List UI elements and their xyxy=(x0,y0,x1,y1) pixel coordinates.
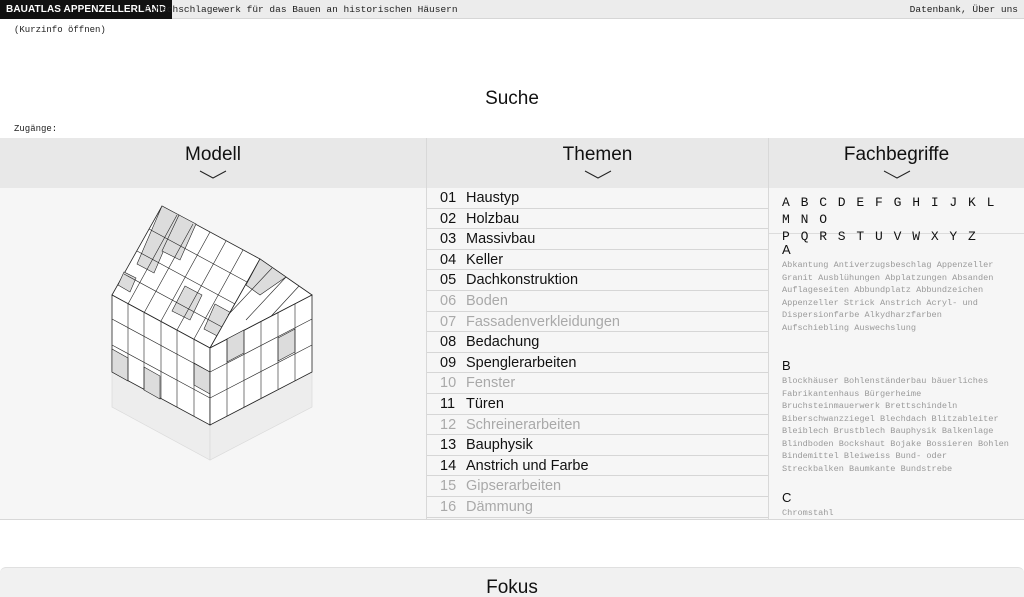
theme-number: 13 xyxy=(440,437,457,454)
theme-item[interactable] xyxy=(427,415,768,436)
theme-label: Dachkonstruktion xyxy=(466,272,579,289)
alphabet-row[interactable]: A B C D E F G H I J K L M N O xyxy=(782,195,996,227)
theme-item[interactable] xyxy=(427,435,768,456)
alphabet-index[interactable] xyxy=(769,188,1024,244)
theme-item[interactable] xyxy=(427,394,768,415)
theme-label: Haustyp xyxy=(466,190,520,206)
theme-number: 16 xyxy=(440,498,457,515)
tab-themen[interactable] xyxy=(427,138,768,188)
theme-item[interactable] xyxy=(427,476,768,497)
theme-number: 07 xyxy=(440,313,457,330)
tab-fachbegriffe-label: Fachbegriffe xyxy=(843,144,950,165)
alphabet-row[interactable]: P Q R S T U V W X Y Z xyxy=(782,229,977,244)
tab-fachbegriffe[interactable] xyxy=(769,138,1024,188)
theme-item[interactable] xyxy=(427,353,768,374)
glossary-section-b xyxy=(769,350,1024,482)
theme-number: 02 xyxy=(440,210,457,227)
fokus-title: Fokus xyxy=(486,577,538,597)
chevron-down-icon xyxy=(199,170,227,179)
theme-label: Bauphysik xyxy=(466,437,533,454)
theme-number: 08 xyxy=(440,334,457,351)
theme-label: Anstrich und Farbe xyxy=(466,457,589,474)
theme-number: 11 xyxy=(440,395,456,412)
column-headers xyxy=(0,138,1024,188)
site-logo[interactable]: BAUATLAS APPENZELLERLAND xyxy=(0,0,172,19)
site-tagline: E-Nachschlagewerk für das Bauen an historischen Häusern xyxy=(144,4,458,15)
tab-themen-label: Themen xyxy=(562,144,633,165)
glossary-panel xyxy=(769,188,1024,518)
theme-number: 09 xyxy=(440,354,457,371)
theme-item[interactable] xyxy=(427,497,768,518)
top-nav-links[interactable]: Datenbank, Über uns xyxy=(909,4,1018,15)
theme-item[interactable] xyxy=(427,456,768,477)
theme-number: 05 xyxy=(440,272,457,289)
theme-label: Gipserarbeiten xyxy=(466,478,562,495)
theme-item[interactable] xyxy=(427,291,768,312)
glossary-letter: B xyxy=(782,358,791,373)
theme-label: Türen xyxy=(466,395,504,412)
fokus-section xyxy=(0,567,1024,597)
tab-modell-label: Modell xyxy=(185,144,241,165)
theme-number: 01 xyxy=(440,190,457,206)
theme-label: Dämmung xyxy=(466,498,533,515)
zugaenge-label: Zugänge: xyxy=(14,124,58,134)
theme-label: Holzbau xyxy=(466,210,520,227)
theme-number: 06 xyxy=(440,292,457,309)
theme-label: Spenglerarbeiten xyxy=(466,354,577,371)
theme-label: Schreinerarbeiten xyxy=(466,416,581,433)
theme-label: Boden xyxy=(466,292,508,309)
theme-item[interactable] xyxy=(427,188,768,209)
chevron-down-icon xyxy=(584,170,612,179)
theme-item[interactable] xyxy=(427,229,768,250)
top-bar xyxy=(0,0,1024,19)
theme-item[interactable] xyxy=(427,270,768,291)
glossary-terms[interactable]: Abkantung Antiverzugsbeschlag Appenzeller Granit Ausblühungen Abplatzungen Absanden Auflageseiten Abbundplatz Abbundzeichen Appenzeller Strick Anstrich Acryl- und Dispersionfarbe Alkydharzfarben Aufschiebling Auswechslung xyxy=(782,260,994,333)
theme-number: 15 xyxy=(440,478,457,495)
chevron-down-icon xyxy=(883,170,911,179)
theme-item[interactable] xyxy=(427,373,768,394)
kurzinfo-toggle[interactable]: (Kurzinfo öffnen) xyxy=(14,25,106,35)
theme-item[interactable] xyxy=(427,332,768,353)
theme-number: 10 xyxy=(440,375,457,392)
theme-item[interactable] xyxy=(427,209,768,230)
themes-list xyxy=(427,188,768,518)
glossary-terms[interactable]: Chromstahl xyxy=(782,508,834,518)
theme-label: Fenster xyxy=(466,375,516,392)
theme-number: 12 xyxy=(440,416,457,433)
glossary-letter: C xyxy=(782,490,792,505)
house-model-graphic[interactable] xyxy=(100,200,320,470)
theme-number: 14 xyxy=(440,457,457,474)
theme-number: 04 xyxy=(440,251,457,268)
theme-label: Massivbau xyxy=(466,231,536,248)
theme-number: 03 xyxy=(440,231,457,248)
page-title: Suche xyxy=(485,88,539,109)
glossary-section-c xyxy=(769,482,1024,518)
theme-label: Keller xyxy=(466,251,504,268)
tab-modell[interactable] xyxy=(0,138,426,188)
glossary-letter: A xyxy=(782,242,791,257)
theme-label: Fassadenverkleidungen xyxy=(466,313,620,330)
glossary-terms[interactable]: Blockhäuser Bohlenständerbau bäuerliches Fabrikantenhaus Bürgerheime Bruchsteinmauerwerk Brettschindeln Biberschwanzziegel Blechdach Blitzableiter Bleiblech Brustblech Bauphysik Balkenlage Blindboden Bockshaut Bojake Bossieren Bohlen Bindemittel Bleiweiss Bund- oder Streckbalken Baumkante Bundstrebe xyxy=(782,376,1009,474)
theme-item[interactable] xyxy=(427,250,768,271)
glossary-section-a xyxy=(769,234,1024,350)
theme-label: Bedachung xyxy=(466,334,540,351)
theme-item[interactable] xyxy=(427,312,768,333)
